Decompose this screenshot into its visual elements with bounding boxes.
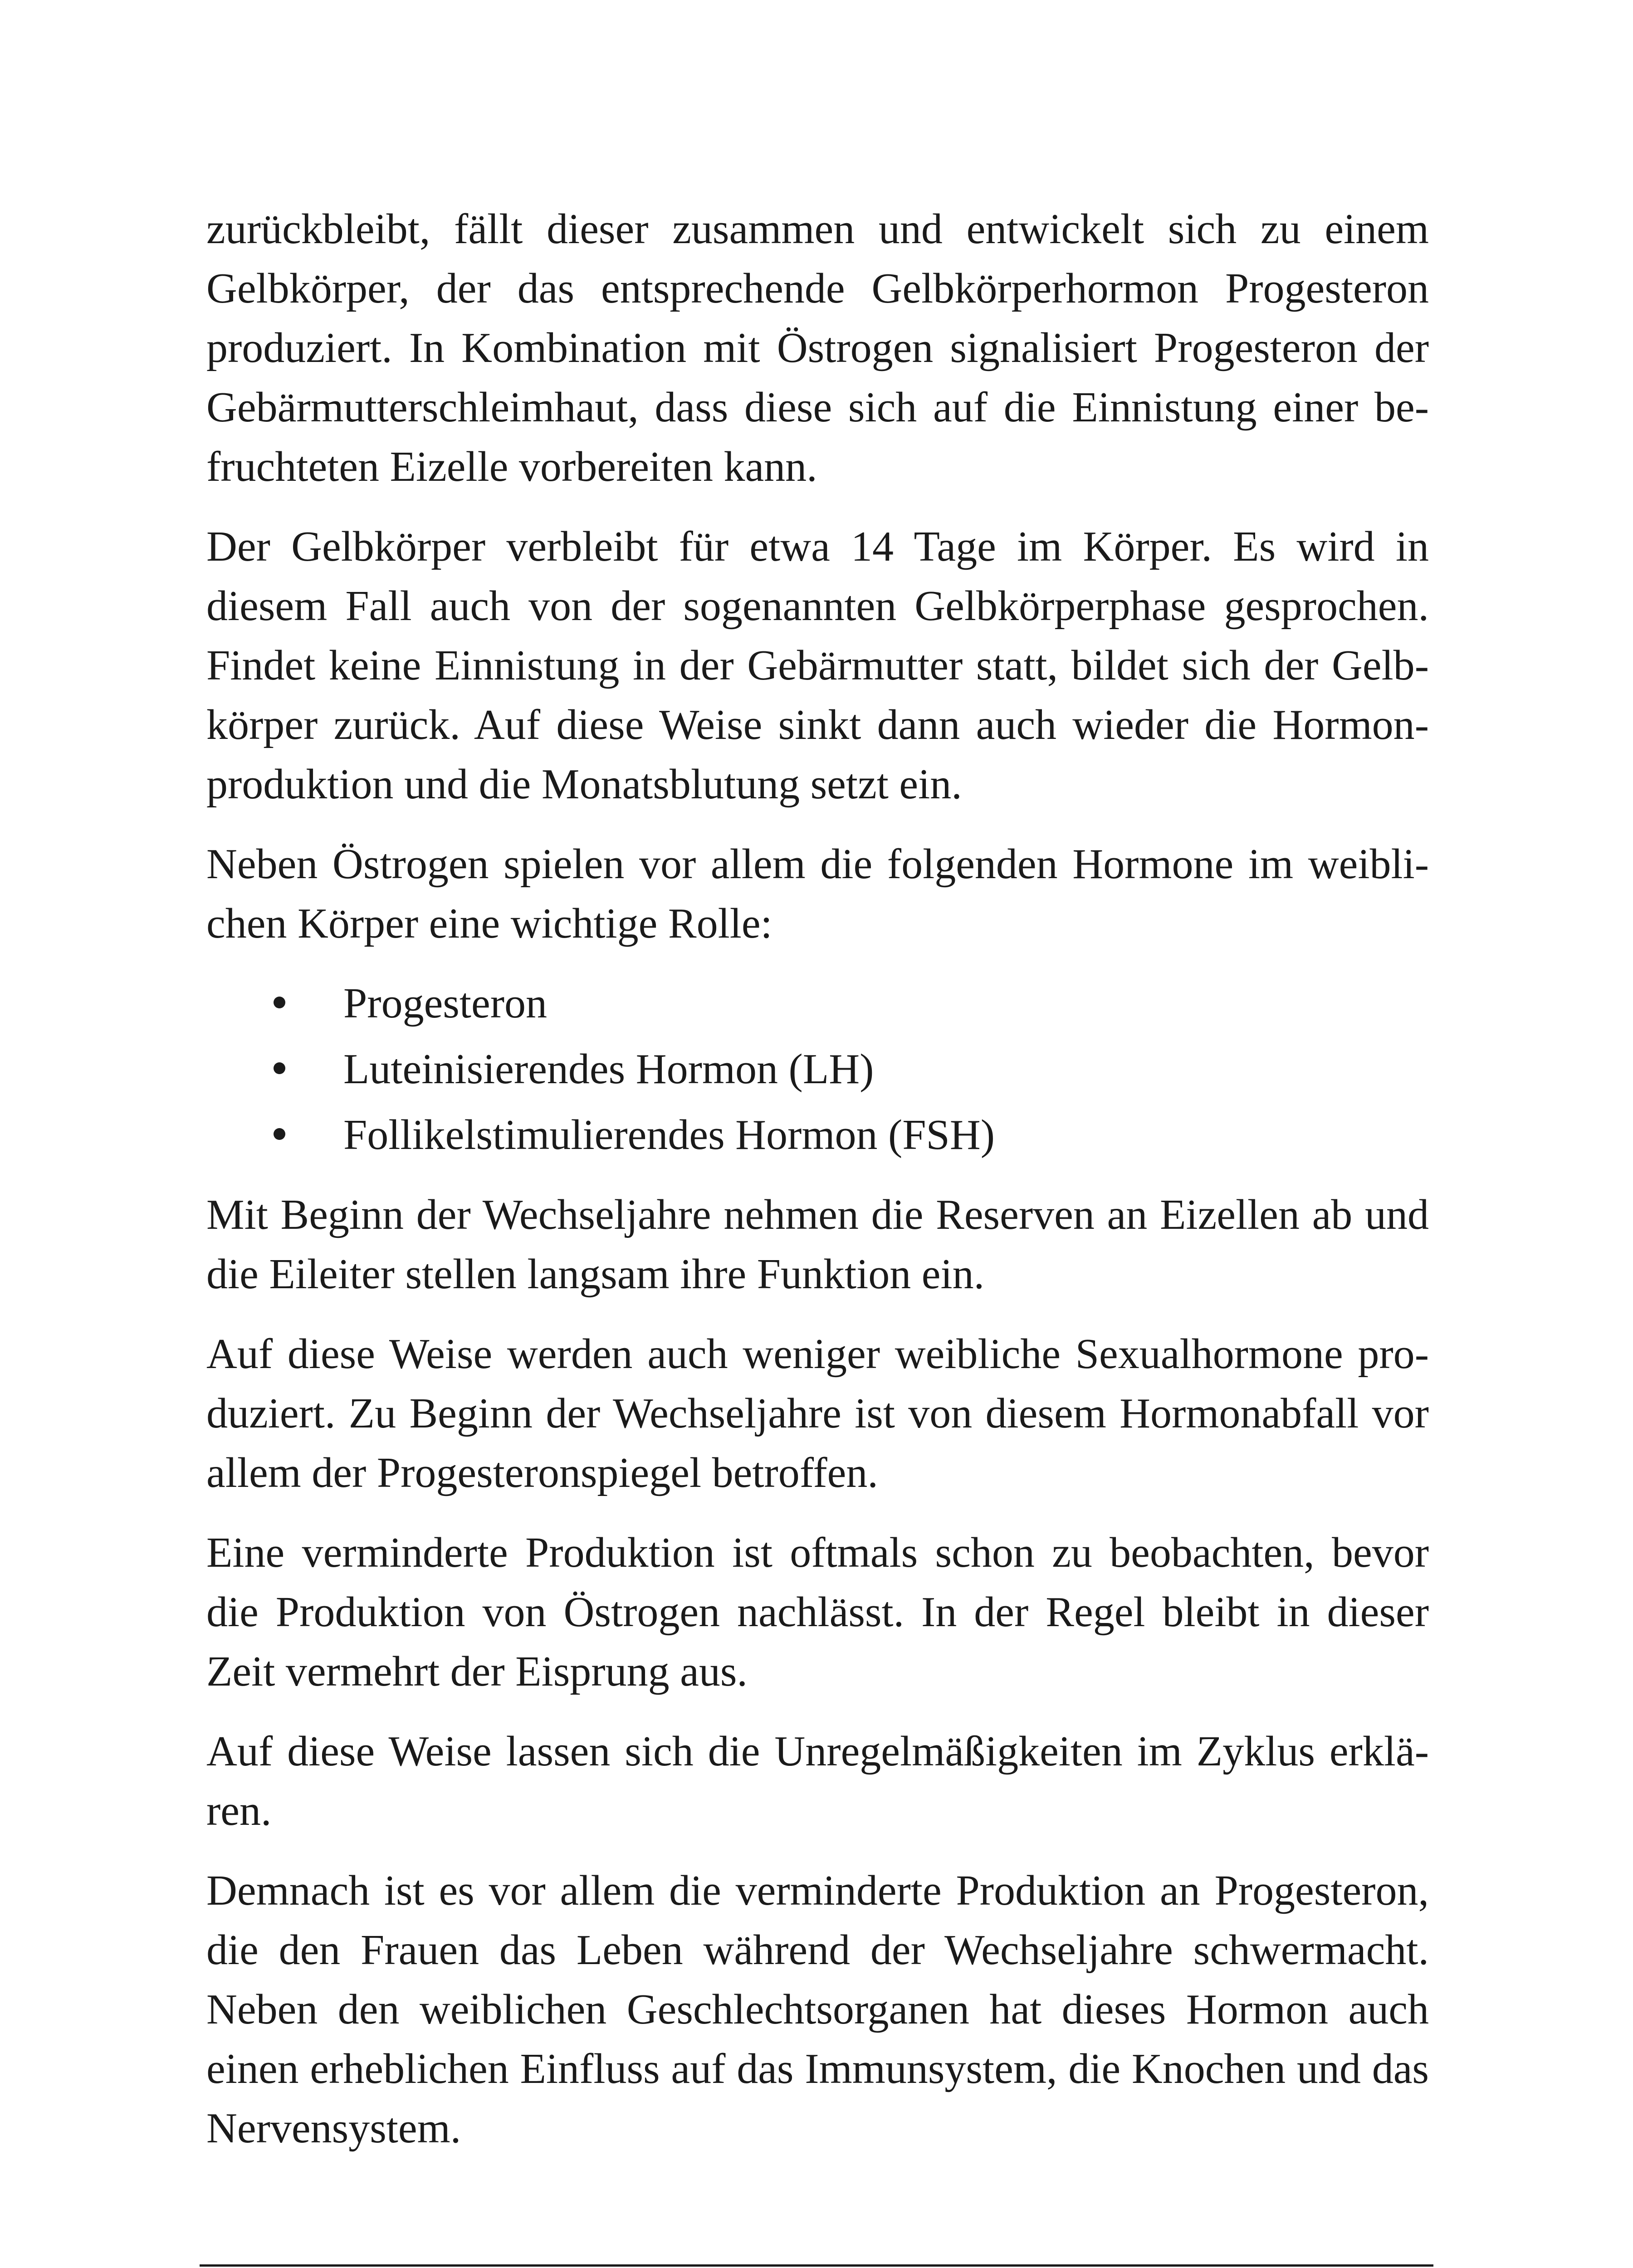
paragraph: Der Gelbkörper verbleibt für etwa 14 Tage im Körper. Es wird in diesem Fall auch von der sogenannten Gelbkörperphase gesprochen. Findet keine Einnistung in der Gebärmutter statt, bildet sich der Gelbkörper zurück. Auf diese Weise sinkt dann auch wieder die Hormonproduktion und die Monatsblutung setzt ein.	[206, 523, 1429, 808]
hormone-list	[206, 974, 1429, 1165]
bullet-icon	[274, 1062, 285, 1074]
list-item-label: Luteinisierendes Hormon (LH)	[343, 1046, 874, 1093]
paragraph: Auf diese Weise lassen sich die Unregelmäßigkeiten im Zyklus erklären.	[206, 1728, 1429, 1834]
paragraph: Auf diese Weise werden auch weniger weibliche Sexualhormone produziert. Zu Beginn der Wechseljahre ist von diesem Hormonabfall vor allem der Progesteronspiegel betroffen.	[206, 1330, 1429, 1496]
bullet-icon	[274, 997, 285, 1008]
list-item	[206, 974, 1429, 1033]
list-item-label: Follikelstimulierendes Hormon (FSH)	[343, 1111, 995, 1158]
body-text	[206, 200, 1429, 2179]
list-item	[206, 1105, 1429, 1165]
list-item	[206, 1040, 1429, 1099]
bullet-icon	[274, 1128, 285, 1140]
list-item-label: Progesteron	[343, 980, 548, 1027]
paragraph: Eine verminderte Produktion ist oftmals schon zu beobachten, bevor die Produktion von Östrogen nachlässt. In der Regel bleibt in dieser Zeit vermehrt der Eisprung aus.	[206, 1529, 1429, 1695]
footer-divider	[200, 2264, 1433, 2267]
paragraph: Demnach ist es vor allem die verminderte Produktion an Progesteron, die den Frauen das Leben während der Wechseljahre schwermacht. Neben den weiblichen Geschlechtsorganen hat dieses Hormon auch einen erheblichen Einfluss auf das Immunsystem, die Knochen und das Nervensystem.	[206, 1867, 1429, 2152]
paragraph: zurückbleibt, fällt dieser zusammen und entwickelt sich zu einem Gelbkörper, der das entsprechende Gelbkörperhormon Progesteron produziert. In Kombination mit Östrogen signalisiert Progesteron der Gebärmutterschleimhaut, dass diese sich auf die Einnistung einer befruchteten Eizelle vorbereiten kann.	[206, 205, 1429, 490]
paragraph: Neben Östrogen spielen vor allem die folgenden Hormone im weiblichen Körper eine wichtige Rolle:	[206, 841, 1429, 947]
paragraph: Mit Beginn der Wechseljahre nehmen die Reserven an Eizellen ab und die Eileiter stellen langsam ihre Funktion ein.	[206, 1191, 1429, 1298]
